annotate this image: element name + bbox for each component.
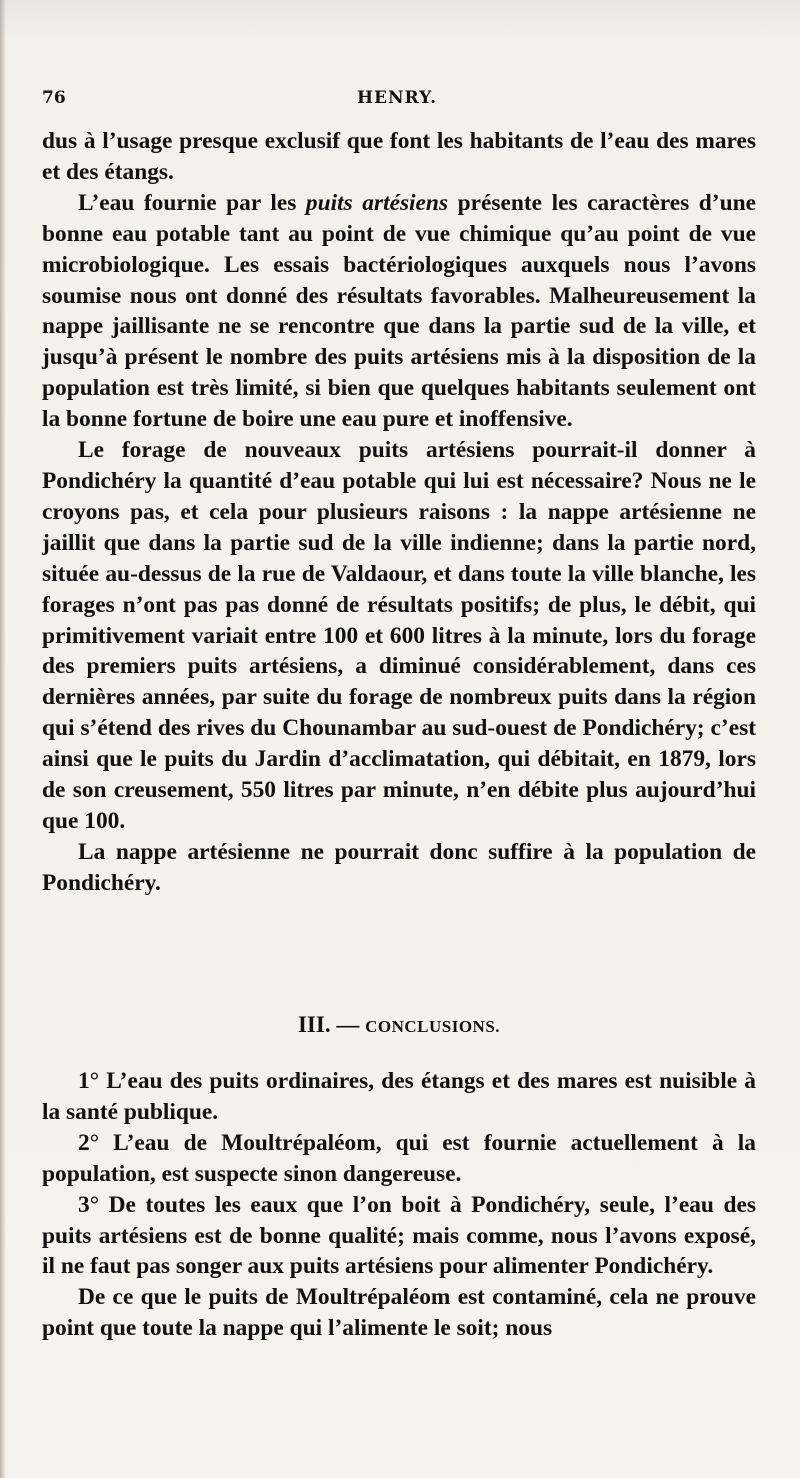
paragraph-text: présente les caractères d’une bonne eau potable tant au point de vue chimique qu’au point de vue microbiologique. Les essais bactériologiques auxquels nous l’avons soumise nous ont donné des résultats favorables. Malheureusement la nappe jaillisante ne se rencontre que dans la partie sud de la ville, et jusqu’à présent le nombre des puits artésiens mis à la disposition de la population est très limité, si bien que quelques habitants seulement ont la bonne fortune de boire une eau pure et inoffensive. xyxy=(42,189,756,433)
section-dash: — xyxy=(336,1012,360,1037)
page-header xyxy=(42,88,752,116)
page-edge-shadow xyxy=(0,0,6,1478)
conclusions-list xyxy=(42,1066,756,1344)
page-number: 76 xyxy=(42,88,66,108)
conclusion-item: 2° L’eau de Moultrépaléom, qui est fournie actuellement à la population, est suspecte sinon dangereuse. xyxy=(42,1129,756,1187)
section-title: CONCLUSIONS. xyxy=(365,1017,501,1036)
paragraph-insufficient: La nappe artésienne ne pourrait donc suffire à la population de Pondichéry. xyxy=(42,838,756,896)
running-head: HENRY. xyxy=(356,88,438,108)
paragraph-text: L’eau fournie par les xyxy=(78,189,306,216)
conclusion-paragraph: De ce que le puits de Moultrépaléom est contaminé, cela ne prouve point que toute la nappe qui l’alimente le soit; nous xyxy=(42,1284,756,1342)
paragraph-new-drilling: Le forage de nouveaux puits artésiens pourrait-il donner à Pondichéry la quantité d’eau potable qui lui est nécessaire? Nous ne le croyons pas, et cela pour plusieurs raisons : la nappe artésienne ne jaillit que dans la partie sud de la ville indienne; dans la partie nord, située au-dessus de la rue de Valdaour, et dans toute la ville blanche, les forages n’ont pas pas donné de résultats positifs; de plus, le débit, qui primitivement variait entre 100 et 600 litres à la minute, lors du forage des premiers puits artésiens, a diminué considérablement, dans ces dernières années, par suite du forage de nombreux puits dans la région qui s’étend des rives du Chounambar au sud-ouest de Pondichéry; c’est ainsi que le puits du Jardin d’acclimatation, qui débitait, en 1879, lors de son creusement, 550 litres par minute, n’en débite plus aujourd’hui que 100. xyxy=(42,437,756,834)
conclusion-item: 1° L’eau des puits ordinaires, des étangs et des mares est nuisible à la santé publique. xyxy=(42,1068,756,1125)
italic-term: puits artésiens xyxy=(305,189,449,216)
conclusion-item: 3° De toutes les eaux que l’on boit à Pondichéry, seule, l’eau des puits artésiens est de bonne qualité; mais comme, nous l’avons exposé, il ne faut pas songer aux puits artésiens pour alimenter Pondichéry. xyxy=(42,1191,756,1280)
paragraph-artesian-wells xyxy=(42,188,756,435)
section-numeral: III. xyxy=(297,1012,331,1037)
body-text xyxy=(42,126,756,899)
paragraph-continuation: dus à l’usage presque exclusif que font les habitants de l’eau des mares et des étangs. xyxy=(42,128,756,185)
section-heading xyxy=(42,1012,756,1038)
